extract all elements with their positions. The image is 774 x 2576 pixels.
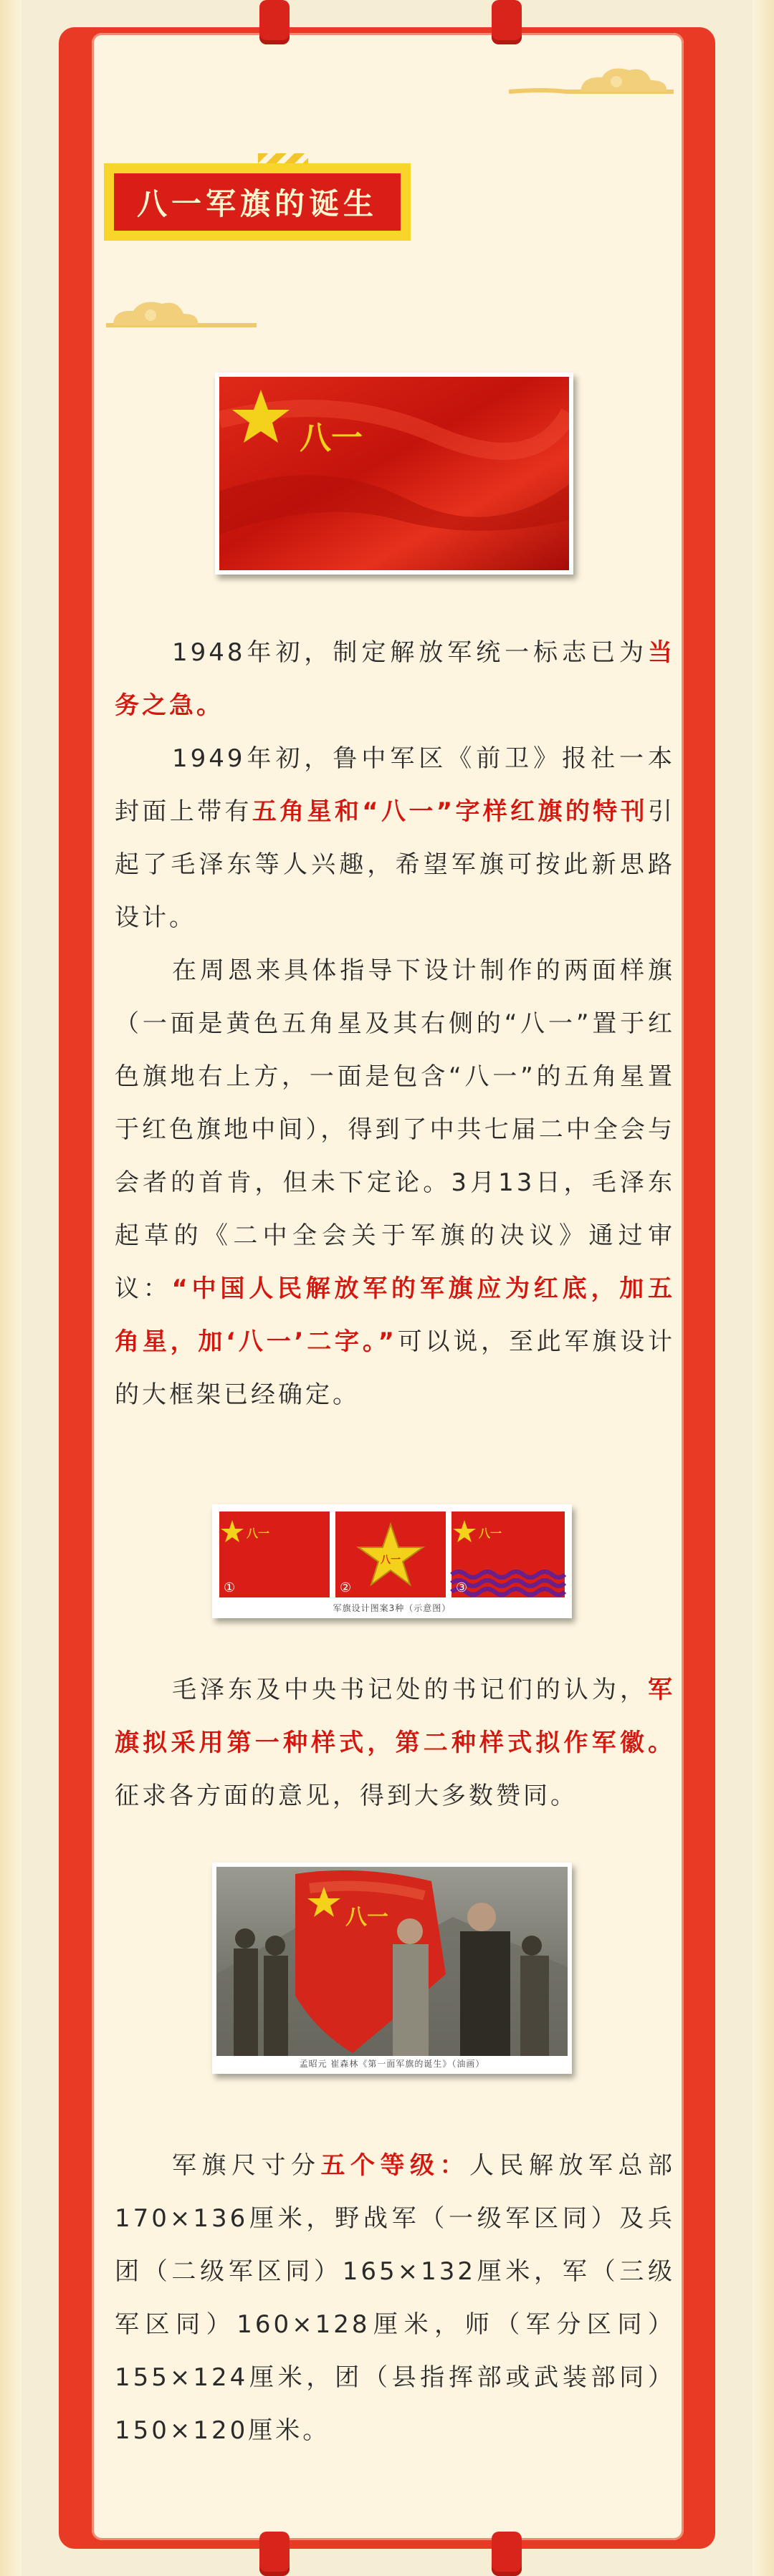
paragraph-1	[115, 626, 675, 732]
text-run: 1948年初，制定解放军统一标志已为	[172, 638, 648, 667]
emphasis-text: 当务之急。	[115, 638, 675, 720]
text-run: 引起了毛泽东等人兴趣，希望军旗可按此新思路设计。	[115, 797, 675, 932]
cloud-decoration-top-right	[502, 60, 681, 103]
text-run: 可以说，至此军旗设计的大框架已经确定。	[115, 1327, 675, 1409]
frame-knob-top-right	[492, 0, 522, 44]
painting-image	[216, 1867, 568, 2070]
section-title: 八一军旗的诞生	[136, 186, 378, 221]
text-run: 军旗尺寸分	[172, 2151, 321, 2180]
flag-designs-caption: 军旗设计图案3种（示意图）	[333, 1603, 452, 1613]
flag-design-3	[452, 1512, 565, 1597]
text-run: 人民解放军总部170×136厘米，野战军（一级军区同）及兵团（二级军区同）165×132厘米，军（三级军区同）160×128厘米，师（军分区同）155×124厘米，团（县指挥部或武装部同）150×120厘米。	[115, 2151, 675, 2445]
flag-design-text: 八一	[247, 1527, 270, 1540]
cloud-decoration-left	[99, 294, 264, 337]
emphasis-text: “中国人民解放军的军旗应为红底，加五角星，加‘八一’二字。”	[115, 1274, 675, 1356]
flag-design-number: ②	[340, 1580, 352, 1595]
flag-designs-image	[216, 1509, 568, 1616]
text-run: 在周恩来具体指导下设计制作的两面样旗（一面是黄色五角星及其右侧的“八一”置于红色旗地右上方，一面是包含“八一”的五角星置于红色旗地中间），得到了中共七届二中全会与会者的首肯，但未下定论。3月13日，毛泽东起草的《二中全会关于军旗的决议》通过审议：	[115, 956, 675, 1303]
paragraph-4	[115, 1663, 675, 1822]
emphasis-text: 五个等级：	[320, 2151, 469, 2180]
flag-text: 八一	[300, 420, 363, 456]
flag-photo	[215, 373, 573, 575]
text-run: 毛泽东及中央书记处的书记们的认为，	[172, 1676, 648, 1704]
emphasis-text: 五角星和“八一”字样红旗的特刊	[252, 797, 648, 826]
title-stripe-decoration	[258, 153, 308, 163]
emphasis-text: 军旗拟采用第一种样式，第二种样式拟作军徽。	[115, 1676, 675, 1757]
frame-knob-top-left	[259, 0, 290, 44]
text-run: 征求各方面的意见，得到大多数赞同。	[115, 1782, 578, 1810]
flag-design-text: 八一	[381, 1554, 401, 1566]
flag-design-number: ①	[224, 1580, 236, 1595]
flag-design-number: ③	[456, 1580, 468, 1595]
painting-caption: 孟昭元 崔森林《第一面军旗的诞生》（油画）	[299, 2059, 485, 2069]
paragraph-2	[115, 732, 675, 944]
frame-knob-bottom-right	[492, 2532, 522, 2576]
background-strip-left	[0, 0, 22, 2576]
background-strip-right	[752, 0, 774, 2576]
painting-flag-text: 八一	[345, 1905, 388, 1930]
section-title-background	[114, 173, 401, 231]
paragraph-3	[115, 944, 675, 1421]
waving-flag-image	[219, 377, 569, 570]
text-run: 1949年初，鲁中军区《前卫》报社一本封面上带有	[115, 744, 675, 826]
flag-designs-figure	[212, 1504, 572, 1618]
flag-design-2	[335, 1512, 446, 1597]
paragraph-5	[115, 2139, 675, 2457]
painting-figure	[212, 1863, 572, 2074]
flag-design-text: 八一	[479, 1527, 502, 1540]
frame-knob-bottom-left	[259, 2532, 290, 2576]
flag-design-1	[219, 1512, 330, 1597]
section-title-tag	[104, 163, 411, 241]
